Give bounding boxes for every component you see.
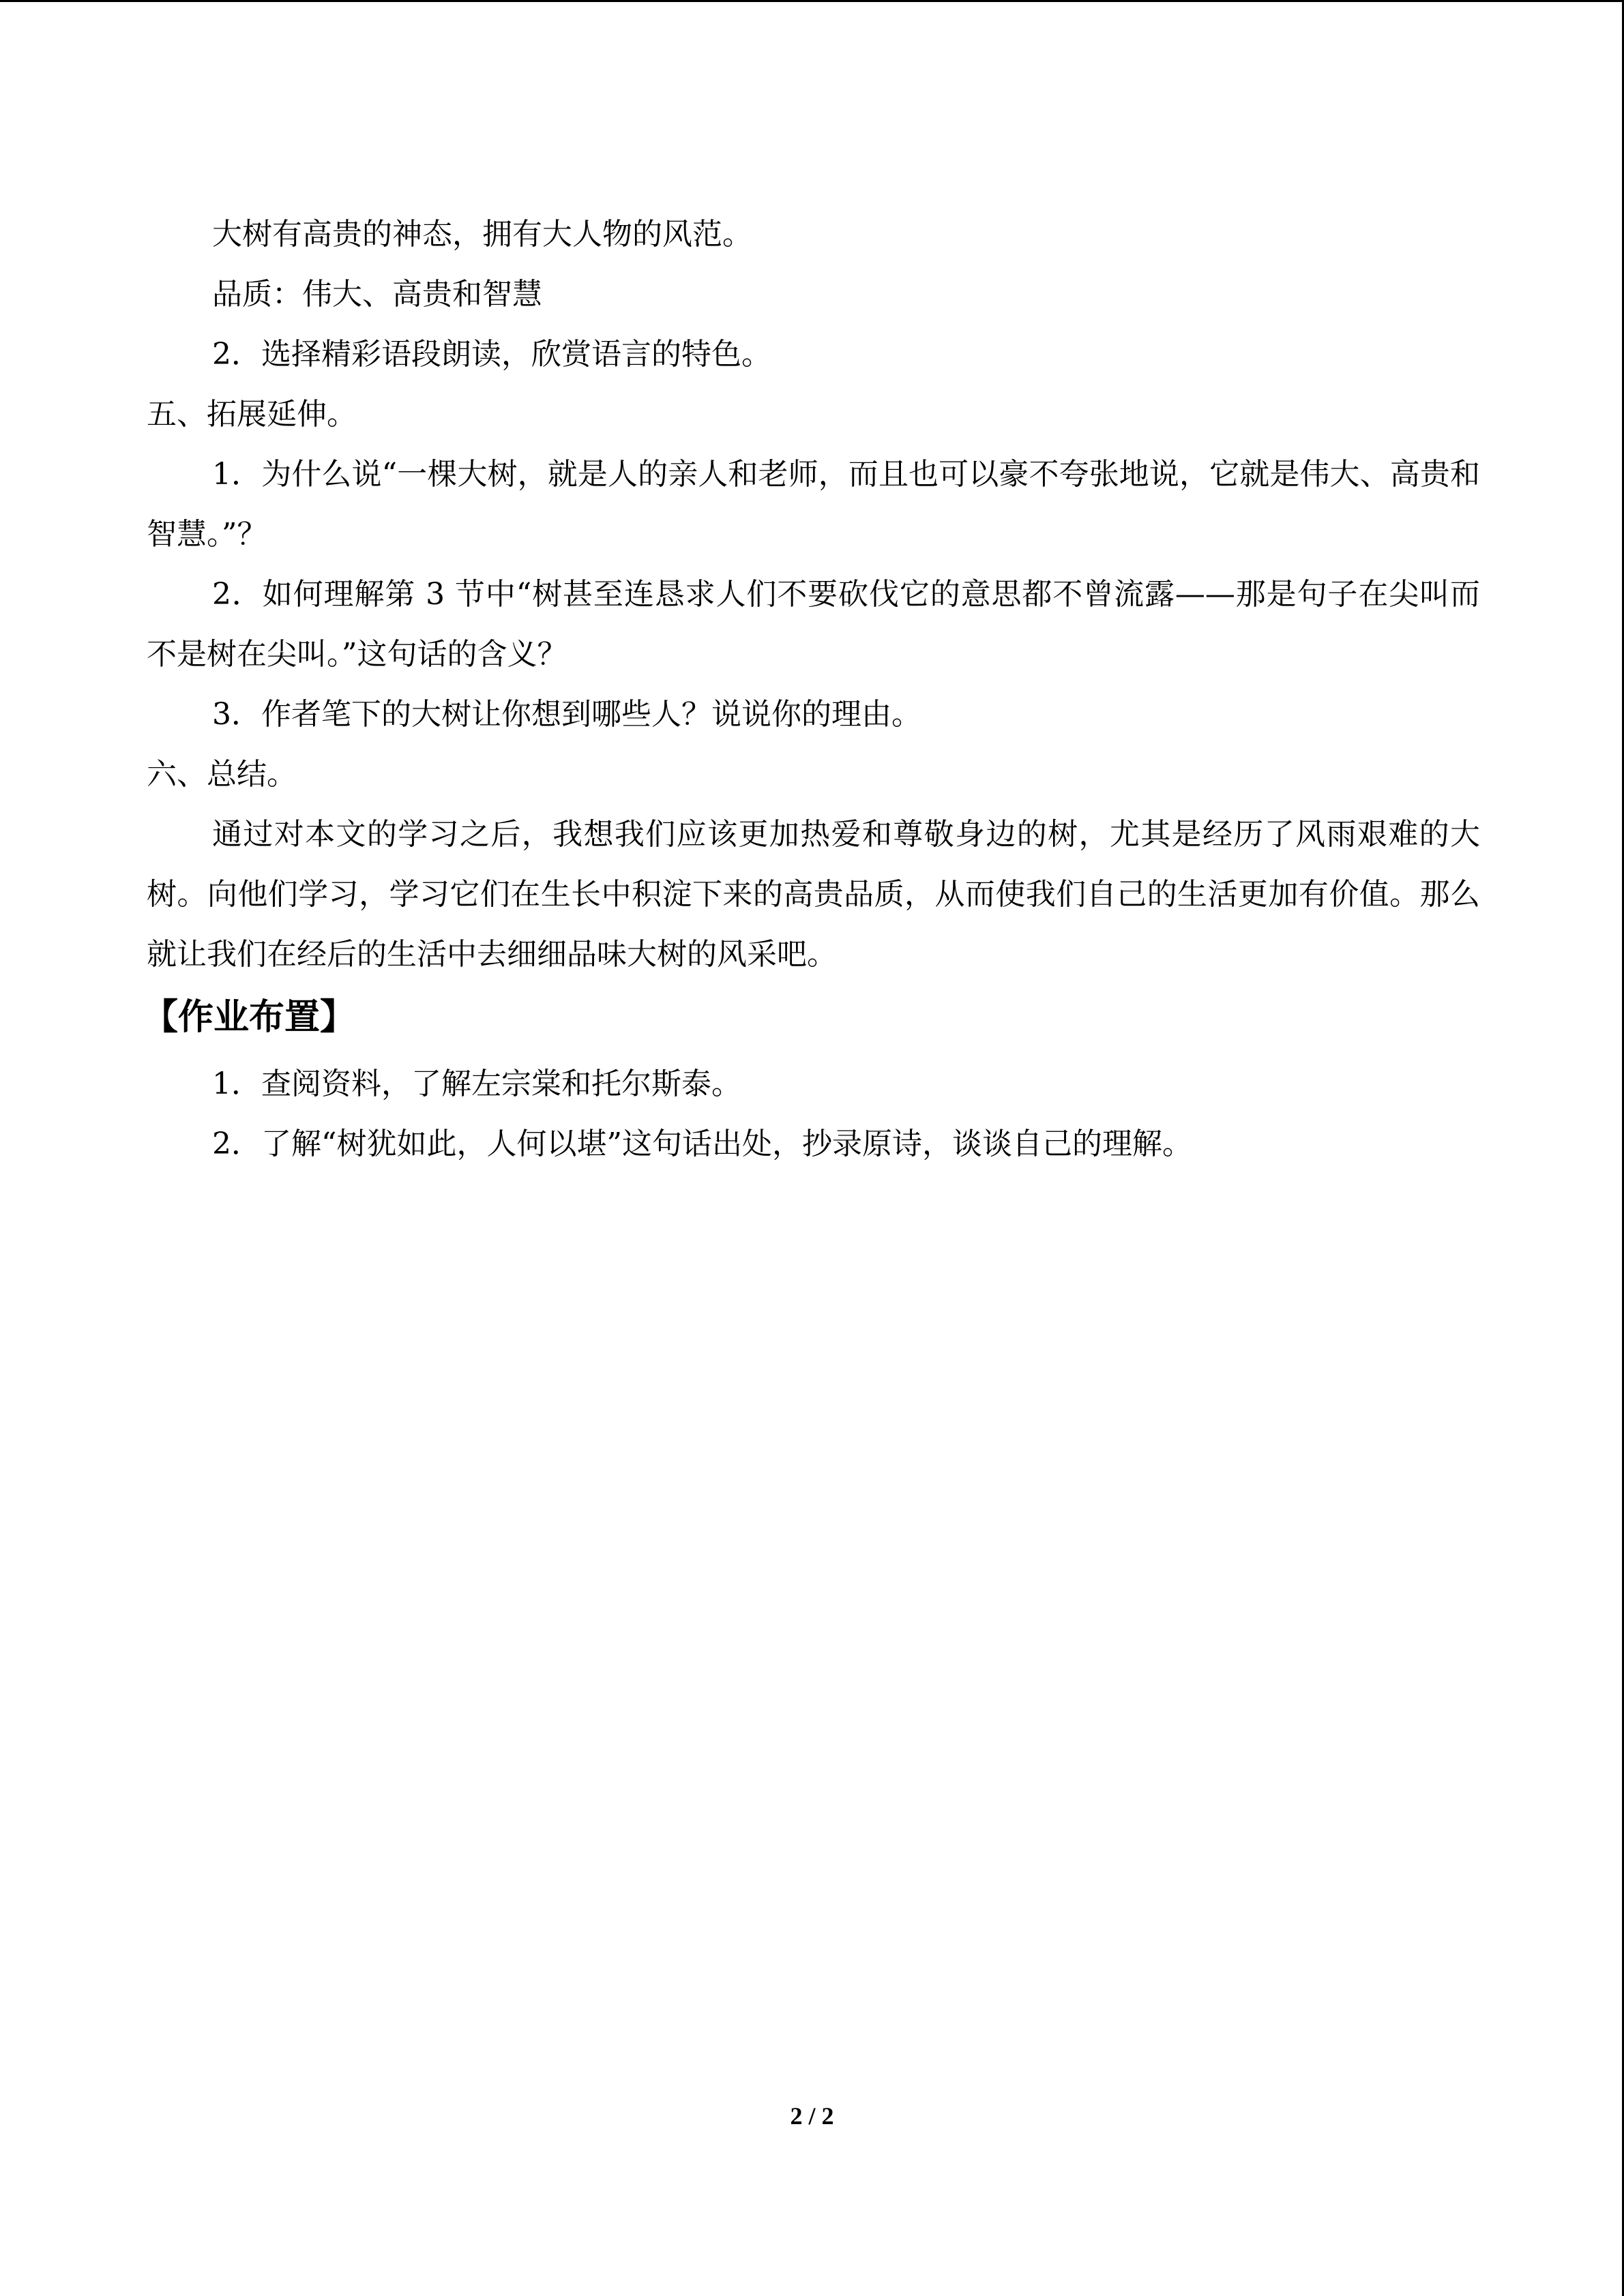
question-3: 3．作者笔下的大树让你想到哪些人？说说你的理由。: [212, 697, 921, 732]
homework-heading: 【作业布置】: [143, 997, 356, 1038]
summary-paragraph: 通过对本文的学习之后，我想我们应该更加热爱和尊敬身边的树，尤其是经历了风雨艰难的大树。向他们学习，学习它们在生长中积淀下来的高贵品质，从而使我们自己的生活更加有价值。那么就让我们在经后的生活中去细细品味大树的风采吧。: [147, 817, 1480, 972]
section-heading-extension: 五、拓展延伸。: [147, 397, 357, 432]
homework-item-2: 2．了解“树犹如此，人何以堪”这句话出处，抄录原诗，谈谈自己的理解。: [212, 1127, 1192, 1161]
page-top-border: [0, 0, 1624, 2]
body-line: 2．选择精彩语段朗读，欣赏语言的特色。: [212, 337, 771, 372]
section-heading-summary: 六、总结。: [147, 757, 297, 792]
homework-item-1: 1．查阅资料，了解左宗棠和托尔斯泰。: [212, 1067, 741, 1101]
question-2: 2．如何理解第 3 节中“树甚至连恳求人们不要砍伐它的意思都不曾流露——那是句子在尖叫而不是树在尖叫。”这句话的含义？: [147, 577, 1480, 672]
question-1: 1．为什么说“一棵大树，就是人的亲人和老师，而且也可以豪不夸张地说，它就是伟大、高贵和智慧。”？: [147, 457, 1480, 552]
body-line: 品质：伟大、高贵和智慧: [212, 277, 542, 312]
document-page: [143, 205, 1480, 1174]
page-number: 2 / 2: [790, 2102, 834, 2130]
body-line: 大树有高贵的神态，拥有大人物的风范。: [212, 217, 752, 252]
